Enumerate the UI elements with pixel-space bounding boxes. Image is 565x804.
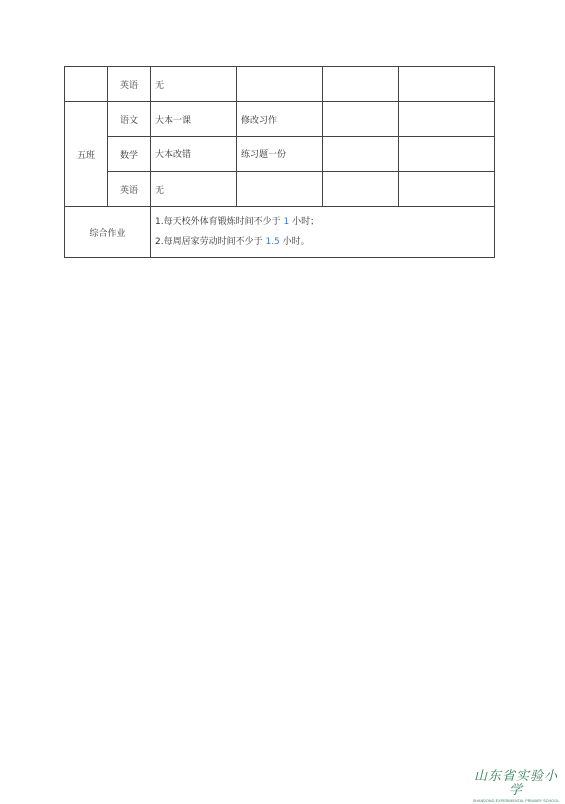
empty-cell [399,102,495,137]
school-logo-text: 山东省实验小学 [473,769,558,798]
table-row [65,137,495,172]
table-row [65,207,495,258]
school-logo [470,770,562,804]
class-name-cell: 五班 [65,102,108,207]
exercise-cell [237,67,323,102]
empty-cell [323,172,399,207]
written-homework-cell: 无 [151,172,237,207]
empty-cell [399,67,495,102]
empty-cell [399,137,495,172]
empty-cell [323,67,399,102]
summary-label-cell: 综合作业 [65,207,151,258]
empty-cell [323,137,399,172]
exercise-cell [237,172,323,207]
empty-cell [399,172,495,207]
subject-cell: 英语 [108,67,151,102]
class-cell-previous [65,67,108,102]
written-homework-cell: 无 [151,67,237,102]
summary-content-cell [151,207,495,258]
exercise-cell: 练习题一份 [237,137,323,172]
subject-cell: 数学 [108,137,151,172]
table-row [65,172,495,207]
summary-line: 2.每周居家劳动时间不少于 1.5 小时。 [155,237,310,247]
summary-number: 1 [283,217,290,227]
exercise-cell: 修改习作 [237,102,323,137]
homework-table [64,66,495,258]
school-logo-subtext: SHANDONG EXPERIMENTAL PRIMARY SCHOOL [472,799,560,803]
written-homework-cell: 大本改错 [151,137,237,172]
table-row [65,102,495,137]
summary-line: 1.每天校外体育锻炼时间不少于 1 小时； [155,217,320,227]
subject-cell: 语文 [108,102,151,137]
written-homework-cell: 大本一课 [151,102,237,137]
empty-cell [323,102,399,137]
summary-number: 1.5 [265,237,280,247]
subject-cell: 英语 [108,172,151,207]
table-row [65,67,495,102]
